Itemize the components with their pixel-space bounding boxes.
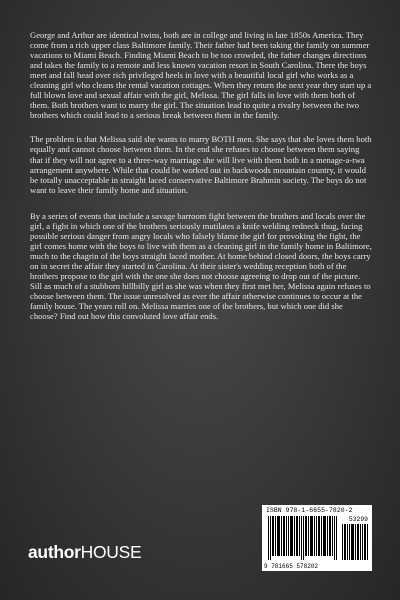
- publisher-logo-part-1: author: [28, 542, 81, 562]
- barcode-addon-bars-icon: [342, 524, 368, 560]
- barcode-bars-icon: [268, 516, 338, 560]
- barcode-digits: 9 781665 578202: [264, 563, 319, 570]
- blurb-paragraph-1: George and Arthur are identical twins, both are in college and living in late 1850s America. They come from a rich upper class Baltimore family. Their father had been taking the family on summer vacations to Miami Beach. Finding Miami Beach to be too crowded, the father changes directions and takes the family to a remote and less known vacation resort in South Carolina. There the boys meet and fall head over rich privileged heels in love with a beautiful local girl who works as a cleaning girl who cleans the rental vacation cottages. When they return the next year they start up a full blown love and sexual affair with the girl, Melissa. The girl falls in love with them both of them. Both brothers want to marry the girl. The situation lead to quite a rivalry between the two brothers which could lead to a serious break between them in the family.: [30, 30, 372, 121]
- blurb: [30, 30, 372, 333]
- price-code: 53299: [348, 516, 368, 523]
- publisher-logo-part-2: HOUSE: [80, 542, 142, 562]
- isbn-label: ISBN 978-1-6655-7820-2: [266, 507, 353, 514]
- blurb-paragraph-2: The problem is that Melissa said she wants to marry BOTH men. She says that she loves them both equally and cannot choose between them. In the end she refuses to choose between them saying that if they will not agree to a three-way marriage she will live with them both in a menage-a-twa arrangement anywhere. While that could be worked out in backwoods mountain country, it would be totally unacceptable in straight laced conservative Baltimore Brahmin society. The boys do not want to leave their family home and situation.: [30, 134, 372, 195]
- isbn-barcode: [262, 505, 372, 571]
- publisher-logo: [28, 542, 141, 563]
- blurb-paragraph-3: By a series of events that include a savage barroom fight between the brothers and locals over the girl, a fight in which one of the brothers seriously mutilates a knife welding redneck thug, facing possible serious danger from angry locals who falsely blame the girl for provoking the fight, the girl comes home with the boys to live with them as a cleaning girl in the family home in Baltimore, much to the chagrin of the boys straight laced mother. At home behind closed doors, the boys carry on in secret the affair they started in Carolina. At their sister's wedding reception both of the brothers propose to the girl with the one she does not choose agreeing to drop out of the picture. Sill as much of a stubborn hillbilly girl as she was when they first met her, Melissa again refuses to choose between them. The issue unresolved as ever the affair otherwise continues to occur at the family house. The years roll on. Melissa marries one of the brothers, but which one did she choose? Find out how this convoluted love affair ends.: [30, 210, 372, 322]
